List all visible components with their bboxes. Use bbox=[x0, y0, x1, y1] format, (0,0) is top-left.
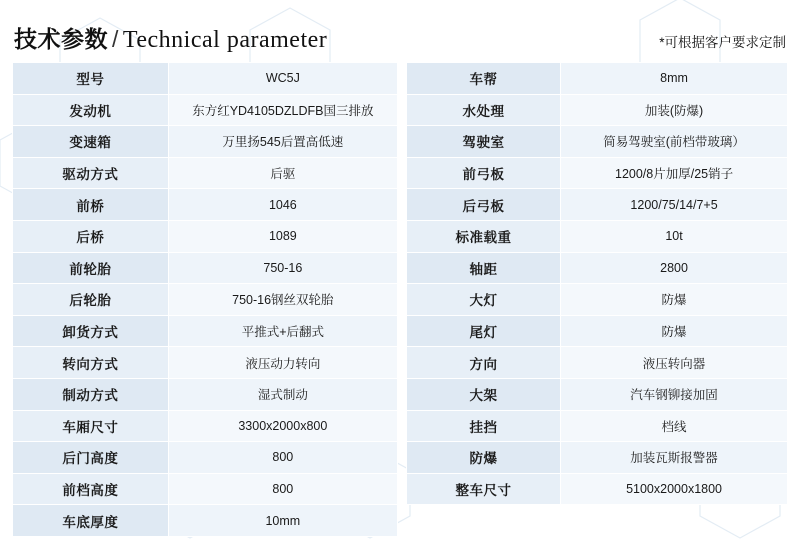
spec-value: 平推式+后翻式 bbox=[168, 315, 397, 347]
table-row bbox=[406, 94, 787, 126]
spec-value: 5100x2000x1800 bbox=[561, 473, 788, 505]
spec-value: 简易驾驶室(前档带玻璃） bbox=[561, 126, 788, 158]
spec-key: 后桥 bbox=[13, 220, 169, 252]
spec-value: 750-16 bbox=[168, 252, 397, 284]
spec-value: 液压动力转向 bbox=[168, 347, 397, 379]
table-row bbox=[406, 63, 787, 95]
spec-key: 标准载重 bbox=[406, 220, 560, 252]
table-row bbox=[406, 284, 787, 316]
spec-value: 防爆 bbox=[561, 315, 788, 347]
spec-key: 后弓板 bbox=[406, 189, 560, 221]
table-row bbox=[406, 252, 787, 284]
spec-key: 防爆 bbox=[406, 442, 560, 474]
spec-key: 卸货方式 bbox=[13, 315, 169, 347]
page-title-en: Technical parameter bbox=[122, 27, 328, 53]
customization-note: *可根据客户要求定制 bbox=[659, 35, 786, 50]
page-title-separator: / bbox=[112, 26, 119, 52]
spec-key: 水处理 bbox=[406, 94, 560, 126]
table-row bbox=[13, 252, 398, 284]
table-row bbox=[13, 505, 398, 537]
spec-key: 挂挡 bbox=[406, 410, 560, 442]
table-row bbox=[13, 157, 398, 189]
spec-value: 加装(防爆) bbox=[561, 94, 788, 126]
table-row bbox=[13, 63, 398, 95]
spec-key: 前弓板 bbox=[406, 157, 560, 189]
spec-value: 3300x2000x800 bbox=[168, 410, 397, 442]
spec-value: 8mm bbox=[561, 63, 788, 95]
spec-key: 制动方式 bbox=[13, 378, 169, 410]
spec-key: 轴距 bbox=[406, 252, 560, 284]
table-row bbox=[13, 94, 398, 126]
spec-value: 1200/75/14/7+5 bbox=[561, 189, 788, 221]
spec-key: 后门高度 bbox=[13, 442, 169, 474]
spec-key: 车帮 bbox=[406, 63, 560, 95]
spec-value: 10t bbox=[561, 220, 788, 252]
spec-key: 车厢尺寸 bbox=[13, 410, 169, 442]
spec-key: 前轮胎 bbox=[13, 252, 169, 284]
empty-cell bbox=[406, 505, 560, 537]
spec-key: 型号 bbox=[13, 63, 169, 95]
spec-value: 汽车钢铆接加固 bbox=[561, 378, 788, 410]
spec-key: 大架 bbox=[406, 378, 560, 410]
table-row bbox=[406, 347, 787, 379]
table-row bbox=[406, 410, 787, 442]
spec-key: 驾驶室 bbox=[406, 126, 560, 158]
spec-key: 发动机 bbox=[13, 94, 169, 126]
spec-value: 后驱 bbox=[168, 157, 397, 189]
spec-key: 转向方式 bbox=[13, 347, 169, 379]
page-title bbox=[14, 21, 327, 54]
table-row bbox=[406, 126, 787, 158]
table-row bbox=[13, 126, 398, 158]
page-header bbox=[12, 10, 788, 54]
spec-value: 1200/8片加厚/25销子 bbox=[561, 157, 788, 189]
table-row bbox=[13, 442, 398, 474]
spec-value: 东方红YD4105DZLDFB国三排放 bbox=[168, 94, 397, 126]
spec-value: 800 bbox=[168, 473, 397, 505]
table-row bbox=[406, 378, 787, 410]
table-row bbox=[13, 347, 398, 379]
table-row-empty bbox=[406, 505, 787, 537]
table-row bbox=[13, 189, 398, 221]
spec-key: 前档高度 bbox=[13, 473, 169, 505]
empty-cell bbox=[561, 505, 788, 537]
spec-value: 1046 bbox=[168, 189, 397, 221]
spec-value: 加装瓦斯报警器 bbox=[561, 442, 788, 474]
spec-value: 800 bbox=[168, 442, 397, 474]
spec-value: 1089 bbox=[168, 220, 397, 252]
spec-value: 750-16钢丝双轮胎 bbox=[168, 284, 397, 316]
spec-value: 防爆 bbox=[561, 284, 788, 316]
page-title-cn: 技术参数 bbox=[14, 26, 108, 52]
table-row bbox=[406, 189, 787, 221]
table-row bbox=[406, 473, 787, 505]
table-row bbox=[406, 220, 787, 252]
spec-key: 大灯 bbox=[406, 284, 560, 316]
spec-key: 尾灯 bbox=[406, 315, 560, 347]
spec-value: 湿式制动 bbox=[168, 378, 397, 410]
spec-key: 方向 bbox=[406, 347, 560, 379]
spec-key: 前桥 bbox=[13, 189, 169, 221]
spec-value: 液压转向器 bbox=[561, 347, 788, 379]
spec-table-right bbox=[406, 62, 788, 537]
table-row bbox=[406, 157, 787, 189]
table-row bbox=[406, 442, 787, 474]
spec-key: 整车尺寸 bbox=[406, 473, 560, 505]
table-row bbox=[13, 284, 398, 316]
spec-key: 变速箱 bbox=[13, 126, 169, 158]
spec-value: 2800 bbox=[561, 252, 788, 284]
table-row bbox=[13, 410, 398, 442]
table-row bbox=[13, 220, 398, 252]
spec-key: 驱动方式 bbox=[13, 157, 169, 189]
spec-table-left bbox=[12, 62, 398, 537]
spec-tables bbox=[12, 62, 788, 537]
table-row bbox=[406, 315, 787, 347]
table-row bbox=[13, 378, 398, 410]
spec-key: 后轮胎 bbox=[13, 284, 169, 316]
spec-value: WC5J bbox=[168, 63, 397, 95]
spec-value: 10mm bbox=[168, 505, 397, 537]
spec-value: 万里扬545后置高低速 bbox=[168, 126, 397, 158]
spec-key: 车底厚度 bbox=[13, 505, 169, 537]
spec-value: 档线 bbox=[561, 410, 788, 442]
table-row bbox=[13, 315, 398, 347]
table-row bbox=[13, 473, 398, 505]
